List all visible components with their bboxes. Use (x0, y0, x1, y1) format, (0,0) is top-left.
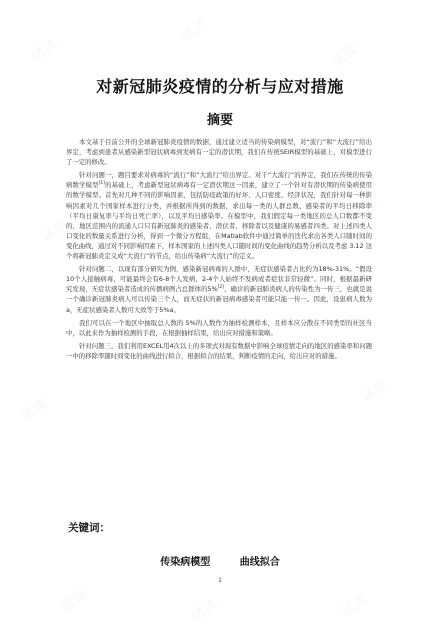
watermark-text (327, 39, 361, 71)
abstract-paragraph-2: 针对问题一，题目要求对病毒的“流行”和“大流行”给出界定。对于“大流行”的界定，我们在传统的传染病数学模型[1]的基础上，考虑新型冠状病毒有一定潜伏期这一因素，建立了一个针对有潜伏期的传染病使用的数学模型。首先对几种不同的影响因素，包括防疫政策的好坏、人口密度、经济状况，我们针对每一种影响因素对几个国家样本进行分类，并根据所得到的数据，求出每一类的人群总数、感染者的平均日移除率（平均日康复率与平均日死亡率），以及平均日感染率。在模型中，我们假定每一类地区的总人口数都不变的，地区范围内的流通人口只有新冠肺炎的感染者、潜伏者、移除者以及健康的易感者四类。对上述四类人口变化的数量关系进行分析，得到一个微分方程组，在Matlab软件中通过简单的迭代求出各类人口随时间的变化曲线，通过对不同影响因素下，样本国家的上述四类人口随时间的变化曲线的趋势分析以及考虑 3.12 这个将新冠肺炎定义成“大流行”的节点，给出传染病“大流行”的定义。 (66, 171, 373, 261)
abstract-body (66, 137, 372, 364)
paper-title: 对新冠肺炎疫情的分析与应对措施 (96, 77, 344, 96)
watermark-text (27, 34, 61, 66)
watermark-text (177, 14, 211, 46)
abstract-paragraph-5: 针对问题三，我们利用EXCEL用4次以上的多项式对现有数据中影响全球疫情走向的地区的感染率和问题一中的移除率随时间变化的曲线进行拟合，根据拟合的结果，判断疫情的走向，给出应对的措施。 (66, 341, 372, 360)
watermark-text (337, 589, 371, 621)
page-number: 1 (218, 577, 222, 584)
keywords-list (0, 553, 440, 568)
citation-marker: [2] (217, 285, 225, 291)
watermark-text (357, 374, 391, 406)
abstract-paragraph-3: 针对问题二，以现有部分研究为例，感染新冠病毒的人群中，无症状感染者占比约为18%-31%。“假设10个人接触病毒，可能最终会有6-8个人发病，2-4个人始终不发病或者症状非常轻微”。同时，根据最新研究发现，无症状感染者造成的传播病例占总群体的5%[2]，确诊的新冠肺炎病人的传染性为一传三，也就是说一个确诊新冠肺炎病人可以传染三个人，而无症状的新冠病毒感染者可能只能一传一。因此，设患病人数为a，无症状感染者人数可大致等于5%a。 (66, 265, 373, 314)
abstract-paragraph-1: 本文基于目前公开的全球新冠肺炎疫情的数据，通过建立适当的传染病模型，对“流行”和“大流行”给出界定，考虑到患者从感染新型冠状病毒到发病有一定的潜伏期，我们在传统SEIR模型的基础上，对模型进行了一定的修改。 (66, 138, 372, 167)
abstract-paragraph-4: 我们可以在一个地区中抽取总人数的 5%的人数作为抽样检测样本，且样本应分散在不同类型的社区当中，以此来作为抽样检测的手段，在根据抽样结果，给出应对措施和策略。 (66, 318, 372, 337)
keyword-item: 传染病模型 (160, 557, 211, 568)
abstract-heading: 摘要 (206, 113, 233, 128)
keywords-label: 关键词： (68, 522, 110, 534)
citation-marker: [1] (98, 181, 105, 187)
watermark-text (57, 584, 91, 616)
keyword-item: 曲线拟合 (239, 557, 280, 568)
watermark-text (17, 394, 51, 426)
watermark-text (187, 594, 221, 626)
